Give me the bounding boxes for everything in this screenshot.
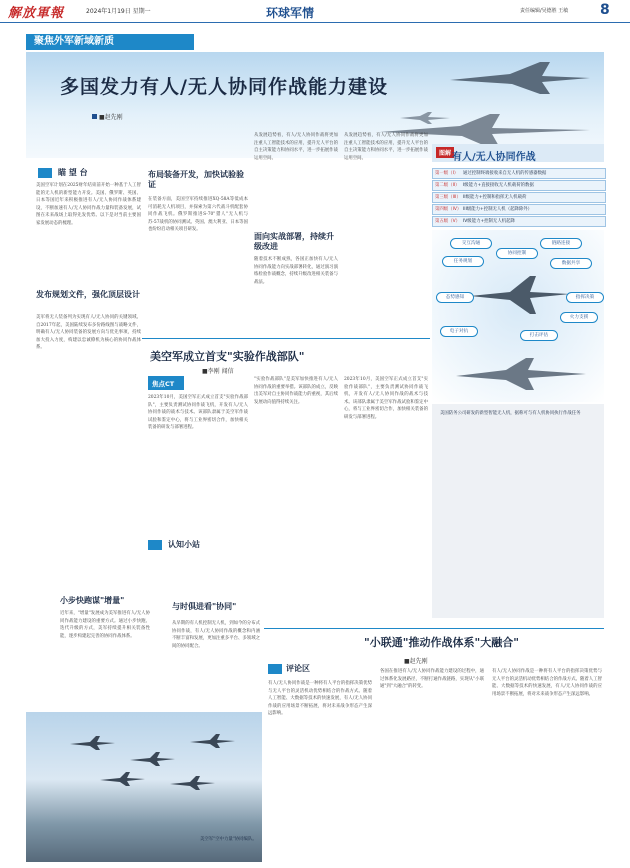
node-ew: 电子对抗 (440, 326, 478, 337)
level-row: 第三级（III） II级能力+控制和指挥无人机载荷 (432, 192, 606, 203)
article2-headline: 美空军成立首支"实验作战部队" (150, 350, 305, 363)
knowledge-subhead-2: 与时俱进看"协同" (172, 602, 237, 611)
commentary-tag: 评论区 (286, 664, 310, 673)
aircraft-formation-icon (60, 724, 250, 804)
article2-para-3: 2023年10月，美国空军正式成立首支"实验作战部队"，主要负责测试协同作战飞机，开发有人/无人协同作战的战术与技术。该部队隶属于美空军作战试验和鉴定中心，将与工业界密切合作，加快相关装备的研发与部署进程。 (344, 377, 428, 420)
node-data-sharing: 数据共享 (550, 258, 592, 269)
article2-para-1: 2023年10月，美国空军正式成立首支"实验作战部队"，主要负责测试协同作战飞机，开发有人/无人协同作战的战术与技术。该部队隶属于美空军作战试验和鉴定中心，将与工业界密切合作，加快相关装备的研发与部署进程。 (148, 395, 248, 431)
commentary-para-3: 有人/无人协同作战是一种将有人平台的指挥决策优势与无人平台的灵活机动优势相结合的作战方式。随着人工智能、大数据等技术的快速发展，有人/无人协同作战的应用场景不断拓展，将对未来战争形态产生深远影响。 (492, 669, 602, 697)
commentary-para-2: 各国在推进有人/无人协同作战能力建设的过程中，通过体系化发展路径，不断打通作战链路，实现从"小联通"到"大融合"的转变。 (380, 669, 484, 690)
page-number: 8 (600, 2, 610, 18)
level-row: 第四级（IV） III级能力+控制无人机（起降除外） (432, 204, 606, 215)
feature-para-2: 美军将无人装备列为实现有人/无人协同的关键领域。自2017年起，美国陆续发布多份路线图与战略文件，明确有人/无人协同装备的发展方向与优先事项，持续加大投入力度，构建以忠诚僚机为核心的协同作战体系。 (36, 315, 141, 351)
feature-para-5: 从发展趋势看，有人/无人协同作战将更加注重人工智能技术的应用，提升无人平台的自主决策能力和协同水平，进一步拓展作战运用空间。 (254, 133, 338, 161)
level-row: 第五级（V） IV级能力+控制无人机起降 (432, 216, 606, 227)
feature-para-4: 随着技术不断成熟，各国正加快有人/无人协同作战能力向实战部署转化，通过演习演练检验作战概念，持续升级改进相关装备与战法。 (254, 257, 338, 285)
node-assessment: 打击评估 (520, 330, 558, 341)
knowledge-para-2: 从早期的有人机控制无人机，到如今的分布式协同作战，有人/无人协同作战的概念和内涵不断丰富和发展，更加注重多平台、多领域之间的协同配合。 (172, 621, 260, 649)
commentary-byline: ■赵先刚 (404, 658, 428, 665)
focus-ct-tag: 焦点CT (152, 380, 175, 388)
infographic-badge: 图解 (436, 147, 454, 158)
fighter-jet-icon (450, 58, 590, 98)
photo-caption: 美空军"空中力量"协同编队。 (200, 837, 257, 842)
infographic-title: 有人/无人协同作战 (452, 152, 536, 163)
aircraft-silhouette-icon (470, 272, 570, 318)
subhead-equipment: 布局装备开发，加快试验验证 (148, 170, 244, 189)
section-title: 环球军情 (266, 6, 315, 20)
commentary-marker-icon (268, 664, 282, 674)
subhead-watchtower: 瞄 望 台 (58, 168, 88, 177)
column-bar: 聚焦外军新域新质 (26, 34, 194, 50)
section-divider (264, 628, 604, 629)
subhead-planning: 发布规划文件，强化顶层设计 (36, 290, 140, 299)
feature-para-5b: 从发展趋势看，有人/无人协同作战将更加注重人工智能技术的应用，提升无人平台的自主决策能力和协同水平，进一步拓展作战运用空间。 (344, 133, 428, 161)
knowledge-tag: 认知小站 (168, 540, 200, 549)
feature-para-3: 在装备方面，美国空军持续推进XQ-58A等低成本可消耗无人机项目，并探索为第六代战斗机配套协同作战飞机。俄罗斯推进S-70"猎人"无人机与苏-57战机的协同测试。英国、澳大利亚、日本等国也纷纷启动相关项目研发。 (148, 197, 248, 233)
level-row: 第二级（II） I级能力+直接接收无人机载荷的数据 (432, 180, 606, 191)
drone-icon (446, 350, 596, 396)
infographic-caption: 美国防务公司研发的新型智能无人机，据称可与有人机协同执行作战任务 (440, 411, 581, 416)
feature-para-1: 美国空军计划在2025财年结束前开始一种基于人工智能的无人机的新型能力开发。美国、俄罗斯、英国、日本等国近年来积极推进有人/无人协同作战体系建设，不断加速有人/无人协同作战力量和装备发展，试图在未来战场上取得先发优势。以下是对当前主要国家发展动态的梳理。 (36, 183, 141, 226)
section-divider (142, 338, 430, 339)
node-command: 指挥决策 (566, 292, 604, 303)
commentary-para-1: 有人/无人协同作战是一种将有人平台的指挥决策优势与无人平台的灵活机动优势相结合的作战方式。随着人工智能、大数据等技术的快速发展，有人/无人协同作战的应用场景不断拓展，将对未来战争形态产生深远影响。 (268, 681, 372, 717)
feature-byline: ■赵先刚 (92, 112, 123, 121)
node-link: 链路连接 (540, 238, 582, 249)
issue-date: 2024年1月19日 星期一 (86, 8, 151, 15)
node-awareness: 态势感知 (436, 292, 474, 303)
feature-headline: 多国发力有人/无人协同作战能力建设 (60, 76, 388, 98)
article2-para-2: "实验作战部队"是美军加快推进有人/无人协同作战的重要举措。该部队的成立，反映出美军对自主协同作战能力的重视，其后续发展动向值得持续关注。 (254, 377, 338, 405)
level-row: 第一级（I） 通过控制终端接收来自无人机的传感器数据 (432, 168, 606, 179)
knowledge-para-1: 近年来，"增量"发展成为美军推进有人/无人协同作战能力建设的重要方式。通过小步快跑、迭代升级的方式，美军持续提升相关装备性能，逐步构建起完善的协同作战体系。 (60, 611, 150, 639)
editor-credit: 责任编辑/吴德胜 王敏 (520, 8, 569, 14)
node-fire-support: 火力支援 (560, 312, 598, 323)
section-marker-icon (38, 168, 52, 178)
knowledge-subhead-1: 小步快跑谋"增量" (60, 596, 125, 605)
article2-byline: ■李刚 闻信 (202, 368, 234, 375)
node-communication: 交互沟通 (450, 238, 492, 249)
subhead-deployment: 面向实战部署，持续升级改进 (254, 232, 334, 251)
commentary-headline: "小联通"推动作战体系"大融合" (364, 636, 519, 649)
newspaper-logo: 解放軍報 (8, 6, 65, 21)
node-planning: 任务规划 (442, 256, 484, 267)
knowledge-marker-icon (148, 540, 162, 550)
node-control: 协同控制 (496, 248, 538, 259)
